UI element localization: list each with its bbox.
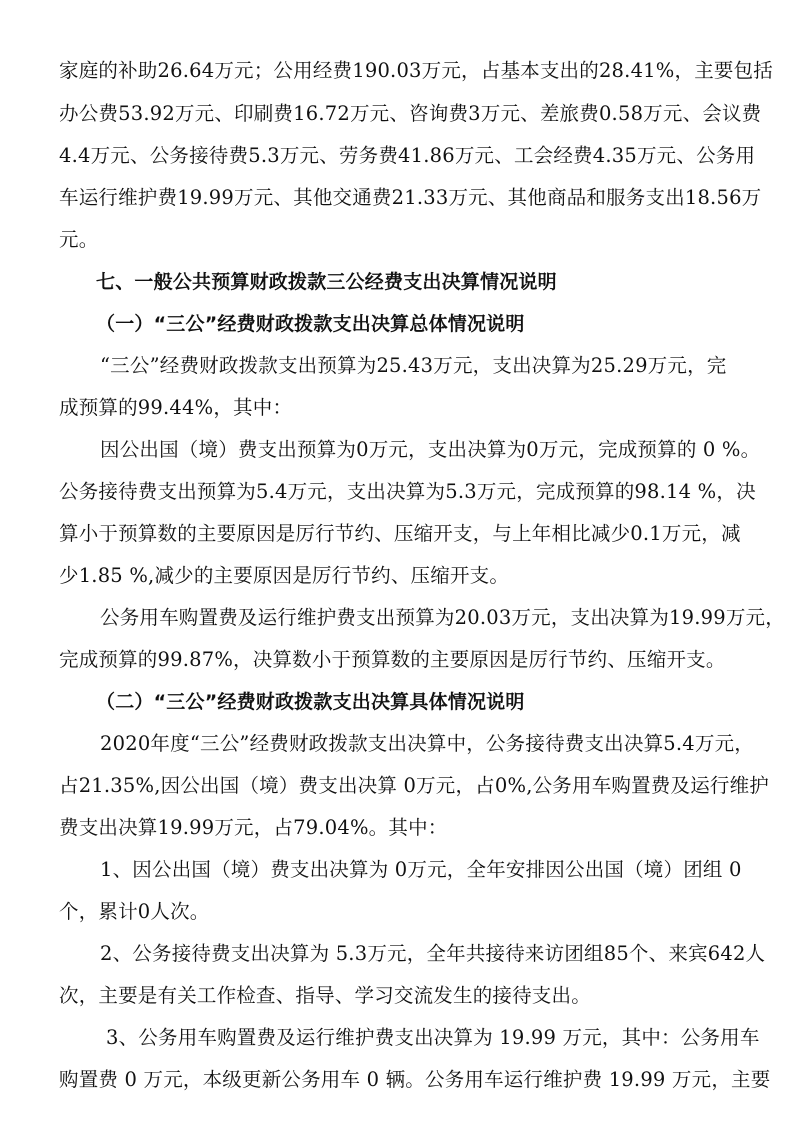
paragraph-line: 3、公务用车购置费及运行维护费支出决算为 19.99 万元，其中：公务用车: [106, 1026, 760, 1049]
paragraph-line: 算小于预算数的主要原因是厉行节约、压缩开支，与上年相比减少0.1万元，减: [59, 522, 741, 545]
paragraph-line: 个，累计0人次。: [59, 900, 210, 923]
paragraph-line: 次，主要是有关工作检查、指导、学习交流发生的接待支出。: [59, 984, 591, 1007]
paragraph-line: 车运行维护费19.99万元、其他交通费21.33万元、其他商品和服务支出18.56万: [59, 186, 762, 209]
subsection-heading: （一）“三公”经费财政拨款支出决算总体情况说明: [96, 313, 525, 335]
paragraph-line: 占21.35%,因公出国（境）费支出决算 0万元，占0%,公务用车购置费及运行维护: [59, 774, 769, 797]
paragraph-line: 家庭的补助26.64万元；公用经费190.03万元，占基本支出的28.41%，主要包括: [59, 59, 774, 82]
subsection-heading: （二）“三公”经费财政拨款支出决算具体情况说明: [96, 691, 525, 713]
paragraph-line: 元。: [59, 228, 99, 251]
paragraph-line: 费支出决算19.99万元，占79.04%。其中：: [59, 816, 448, 839]
paragraph-line: 完成预算的99.87%，决算数小于预算数的主要原因是厉行节约、压缩开支。: [59, 648, 726, 671]
paragraph-line: 成预算的99.44%，其中：: [59, 396, 293, 419]
paragraph-line: 4.4万元、公务接待费5.3万元、劳务费41.86万元、工会经费4.35万元、公务用: [59, 144, 756, 167]
paragraph-line: 1、因公出国（境）费支出决算为 0万元，全年安排因公出国（境）团组 0: [100, 858, 742, 881]
paragraph-line: 公务用车购置费及运行维护费支出预算为20.03万元，支出决算为19.99万元，: [100, 606, 785, 629]
paragraph-line: 办公费53.92万元、印刷费16.72万元、咨询费3万元、差旅费0.58万元、会议费: [59, 102, 762, 125]
section-heading: 七、一般公共预算财政拨款三公经费支出决算情况说明: [96, 271, 557, 293]
paragraph-line: 因公出国（境）费支出预算为0万元，支出决算为0万元，完成预算的 0 %。: [100, 438, 761, 461]
paragraph-line: “三公”经费财政拨款支出预算为25.43万元，支出决算为25.29万元，完: [100, 354, 727, 377]
paragraph-line: 少1.85 %,减少的主要原因是厉行节约、压缩开支。: [59, 564, 510, 587]
paragraph-line: 2020年度“三公”经费财政拨款支出决算中，公务接待费支出决算5.4万元，: [100, 732, 754, 755]
paragraph-line: 2、公务接待费支出决算为 5.3万元，全年共接待来访团组85个、来宾642人: [100, 942, 766, 965]
paragraph-line: 购置费 0 万元，本级更新公务用车 0 辆。公务用车运行维护费 19.99 万元，主要: [59, 1068, 771, 1091]
paragraph-line: 公务接待费支出预算为5.4万元，支出决算为5.3万元，完成预算的98.14 %，决: [59, 480, 756, 503]
